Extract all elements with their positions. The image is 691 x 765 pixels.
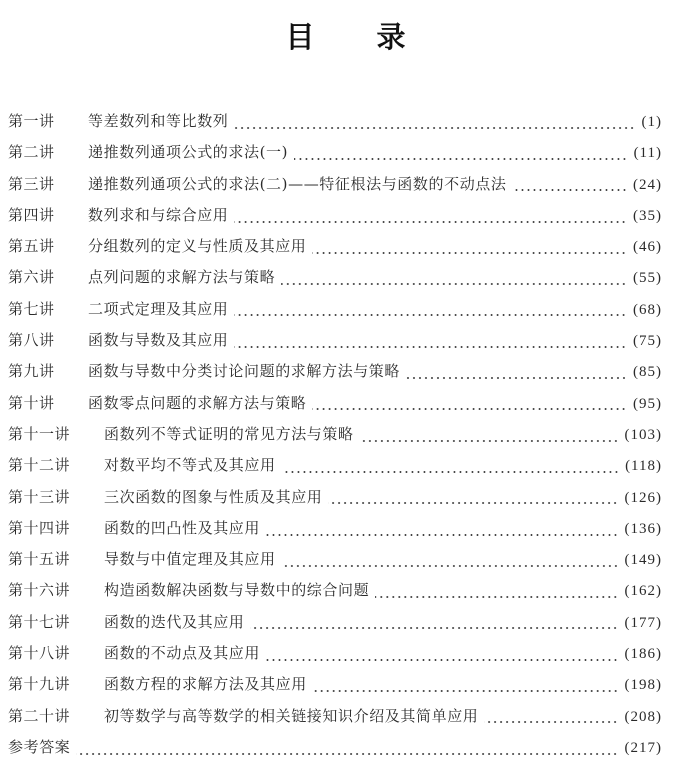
dot-leader <box>312 398 627 412</box>
dot-leader <box>282 461 619 475</box>
toc-entry[interactable] <box>8 609 662 640</box>
chapter-number: 第十一讲 <box>8 424 71 443</box>
chapter-title: 参考答案 <box>8 737 71 756</box>
toc-entry[interactable] <box>8 421 662 452</box>
toc-entry[interactable] <box>8 546 662 577</box>
dot-leader <box>234 211 627 225</box>
toc-entry[interactable] <box>8 171 662 202</box>
chapter-number: 第一讲 <box>8 112 55 130</box>
page-title: 目 录 <box>285 20 432 54</box>
page-number: (149) <box>624 552 662 569</box>
dot-leader <box>294 148 627 162</box>
chapter-number: 第二讲 <box>8 143 55 162</box>
chapter-number: 第十八讲 <box>8 644 71 663</box>
chapter-number: 第十九讲 <box>8 675 71 694</box>
chapter-title: 三次函数的图象与性质及其应用 <box>104 487 323 506</box>
chapter-title: 函数与导数中分类讨论问题的求解方法与策略 <box>88 362 401 381</box>
chapter-title: 函数的不动点及其应用 <box>104 644 261 663</box>
page-number: (126) <box>624 489 662 506</box>
chapter-number: 第五讲 <box>8 237 55 256</box>
chapter-title: 函数与导数及其应用 <box>88 331 229 350</box>
toc-entry[interactable] <box>8 296 662 327</box>
chapter-number: 第三讲 <box>8 174 55 193</box>
chapter-title: 函数的迭代及其应用 <box>104 612 245 631</box>
chapter-number: 第十七讲 <box>8 612 71 631</box>
dot-leader <box>281 273 627 287</box>
dot-leader <box>76 743 618 757</box>
toc-entry[interactable] <box>8 452 662 483</box>
dot-leader <box>266 524 618 538</box>
page-number: (75) <box>633 333 662 350</box>
toc-entry-answers[interactable] <box>8 734 662 765</box>
chapter-title: 构造函数解决函数与导数中的综合问题 <box>104 581 370 600</box>
page-number: (103) <box>624 426 662 443</box>
toc-entry[interactable] <box>8 108 662 139</box>
dot-leader <box>406 367 627 381</box>
chapter-number: 第八讲 <box>8 331 55 350</box>
page-number: (186) <box>624 646 662 663</box>
chapter-title: 初等数学与高等数学的相关链接知识介绍及其简单应用 <box>104 706 479 725</box>
chapter-title: 函数方程的求解方法及其应用 <box>104 675 307 694</box>
chapter-title: 递推数列通项公式的求法(二)——特征根法与函数的不动点法 <box>88 174 507 193</box>
dot-leader <box>513 179 627 193</box>
chapter-number: 第七讲 <box>8 299 55 318</box>
chapter-number: 第四讲 <box>8 205 55 224</box>
chapter-title: 函数列不等式证明的常见方法与策略 <box>104 424 354 443</box>
chapter-number: 第十五讲 <box>8 550 71 569</box>
page-number: (118) <box>625 458 662 475</box>
toc-entry[interactable] <box>8 233 662 264</box>
toc-entry[interactable] <box>8 264 662 295</box>
chapter-number: 第十四讲 <box>8 518 71 537</box>
chapter-number: 第九讲 <box>8 362 55 381</box>
chapter-title: 数列求和与综合应用 <box>88 205 229 224</box>
page-number: (11) <box>633 145 662 162</box>
page-number: (217) <box>624 739 662 756</box>
toc-entry[interactable] <box>8 390 662 421</box>
dot-leader <box>312 242 627 256</box>
chapter-title: 二项式定理及其应用 <box>88 299 229 318</box>
page-number: (95) <box>633 395 662 412</box>
page-number: (198) <box>624 677 662 694</box>
toc-entry[interactable] <box>8 139 662 170</box>
chapter-title: 对数平均不等式及其应用 <box>104 456 276 475</box>
chapter-title: 导数与中值定理及其应用 <box>104 550 276 569</box>
chapter-title: 函数零点问题的求解方法与策略 <box>88 393 307 412</box>
toc-entry[interactable] <box>8 202 662 233</box>
toc-entry[interactable] <box>8 577 662 608</box>
toc-entry[interactable] <box>8 358 662 389</box>
toc-entry[interactable] <box>8 703 662 734</box>
chapter-title: 函数的凹凸性及其应用 <box>104 518 261 537</box>
dot-leader <box>313 680 619 694</box>
page-number: (55) <box>633 270 662 287</box>
chapter-number: 第六讲 <box>8 268 55 287</box>
toc-entry[interactable] <box>8 484 662 515</box>
page-number: (162) <box>624 583 662 600</box>
chapter-number: 第十三讲 <box>8 487 71 506</box>
chapter-number: 第十六讲 <box>8 581 71 600</box>
page-number: (68) <box>633 301 662 318</box>
dot-leader <box>234 304 627 318</box>
chapter-title: 等差数列和等比数列 <box>88 112 229 130</box>
dot-leader <box>328 492 618 506</box>
dot-leader <box>250 617 618 631</box>
page-number: (177) <box>624 614 662 631</box>
toc-entry[interactable] <box>8 515 662 546</box>
chapter-number: 第十二讲 <box>8 456 71 475</box>
chapter-title: 递推数列通项公式的求法(一) <box>88 143 289 162</box>
page-number: (35) <box>633 207 662 224</box>
page-number: (85) <box>633 364 662 381</box>
chapter-title: 分组数列的定义与性质及其应用 <box>88 237 307 256</box>
chapter-number: 第十讲 <box>8 393 55 412</box>
page-number: (24) <box>633 176 662 193</box>
dot-leader <box>234 117 635 131</box>
dot-leader <box>484 711 618 725</box>
page-number: (46) <box>633 239 662 256</box>
toc-entry[interactable] <box>8 671 662 702</box>
page-number: (136) <box>624 520 662 537</box>
table-of-contents <box>8 108 662 765</box>
page-number: (1) <box>641 114 662 130</box>
toc-entry[interactable] <box>8 640 662 671</box>
dot-leader <box>234 336 627 350</box>
chapter-title: 点列问题的求解方法与策略 <box>88 268 276 287</box>
dot-leader <box>282 555 619 569</box>
dot-leader <box>266 649 618 663</box>
toc-entry[interactable] <box>8 327 662 358</box>
page-number: (208) <box>624 708 662 725</box>
dot-leader <box>360 430 619 444</box>
chapter-number: 第二十讲 <box>8 706 71 725</box>
dot-leader <box>375 586 618 600</box>
